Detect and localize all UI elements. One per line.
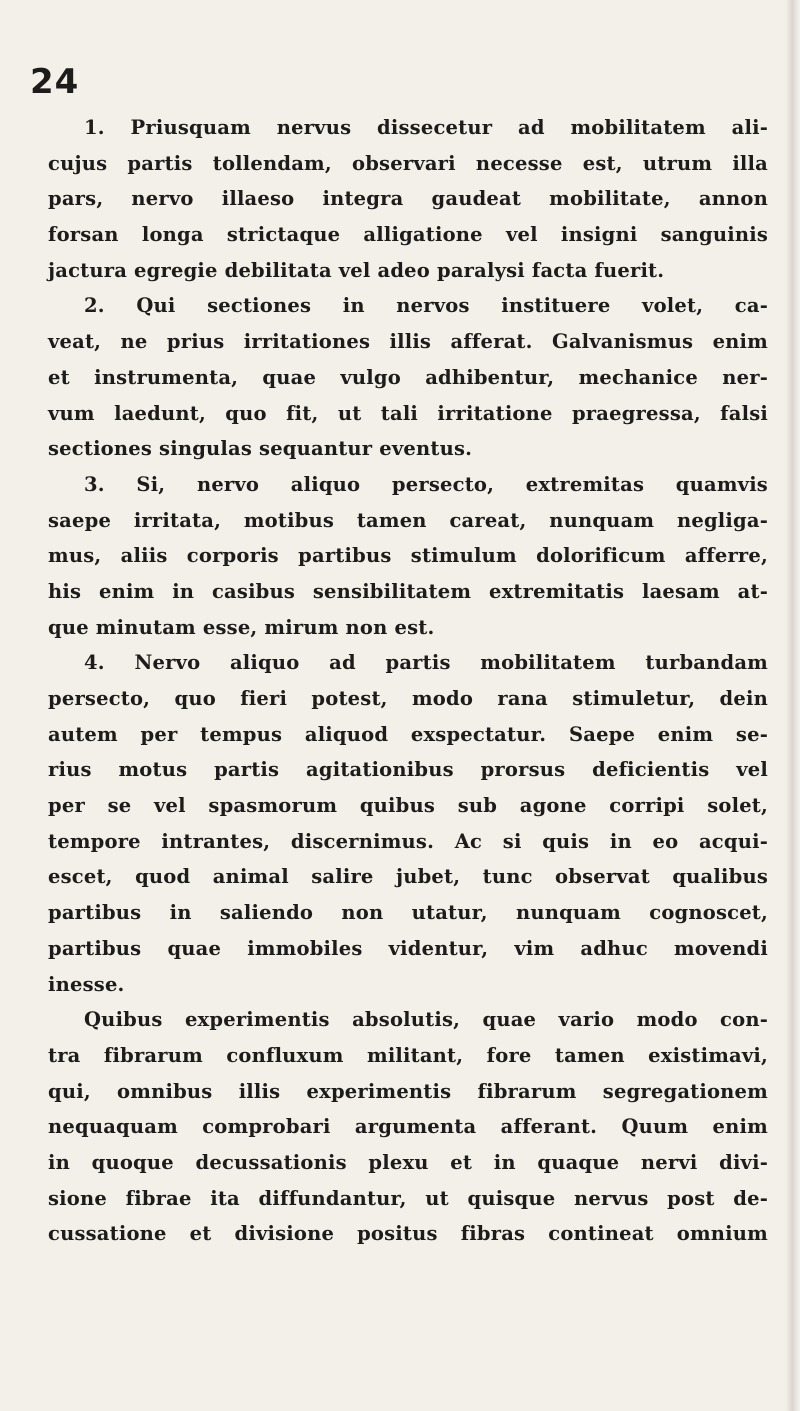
text-line: jactura egregie debilitata vel adeo paralysi facta fuerit. <box>48 258 665 282</box>
text-line: veat, ne prius irritationes illis afferat. Galvanismus enim <box>48 330 768 354</box>
page-number: 24 <box>30 62 80 102</box>
text-line: nequaquam comprobari argumenta afferant. Quum enim <box>48 1115 768 1139</box>
page-edge-shadow <box>786 0 800 1411</box>
text-line: sione fibrae ita diffundantur, ut quisque nervus post de- <box>48 1186 768 1210</box>
text-line: 4. Nervo aliquo ad partis mobilitatem turbandam <box>84 651 768 675</box>
text-line: per se vel spasmorum quibus sub agone corripi solet, <box>48 794 768 818</box>
text-line: his enim in casibus sensibilitatem extremitatis laesam at- <box>48 579 768 603</box>
text-line: escet, quod animal salire jubet, tunc observat qualibus <box>48 865 768 889</box>
text-line: inesse. <box>48 972 125 996</box>
text-line: vum laedunt, quo fit, ut tali irritatione praegressa, falsi <box>48 401 768 425</box>
text-line: Quibus experimentis absolutis, quae vario modo con- <box>84 1008 768 1032</box>
text-line: et instrumenta, quae vulgo adhibentur, mechanice ner- <box>48 365 768 389</box>
text-line: 2. Qui sectiones in nervos instituere volet, ca- <box>84 294 768 318</box>
text-line: in quoque decussationis plexu et in quaque nervi divi- <box>48 1150 768 1174</box>
text-line: pars, nervo illaeso integra gaudeat mobilitate, annon <box>48 187 768 211</box>
text-line: cussatione et divisione positus fibras contineat omnium <box>48 1222 768 1246</box>
text-line: 3. Si, nervo aliquo persecto, extremitas quamvis <box>84 472 768 496</box>
text-line: tra fibrarum confluxum militant, fore tamen existimavi, <box>48 1043 768 1067</box>
text-line: rius motus partis agitationibus prorsus deficientis vel <box>48 758 768 782</box>
text-line: forsan longa strictaque alligatione vel insigni sanguinis <box>48 223 768 247</box>
text-line: cujus partis tollendam, observari necesse est, utrum illa <box>48 151 768 175</box>
text-line: que minutam esse, mirum non est. <box>48 615 435 639</box>
text-line: sectiones singulas sequantur eventus. <box>48 437 473 461</box>
text-line: autem per tempus aliquod exspectatur. Saepe enim se- <box>48 722 768 746</box>
text-line: saepe irritata, motibus tamen careat, nunquam negliga- <box>48 508 768 532</box>
text-line: qui, omnibus illis experimentis fibrarum segregationem <box>48 1079 768 1103</box>
text-line: 1. Priusquam nervus dissecetur ad mobilitatem ali- <box>84 116 768 139</box>
text-line: tempore intrantes, discernimus. Ac si quis in eo acqui- <box>48 829 768 853</box>
text-line: persecto, quo fieri potest, modo rana stimuletur, dein <box>48 687 768 710</box>
text-line: mus, aliis corporis partibus stimulum dolorificum afferre, <box>48 544 768 568</box>
text-line: partibus quae immobiles videntur, vim adhuc movendi <box>48 936 768 960</box>
body-text <box>48 110 768 1252</box>
text-line: partibus in saliendo non utatur, nunquam cognoscet, <box>48 901 768 925</box>
